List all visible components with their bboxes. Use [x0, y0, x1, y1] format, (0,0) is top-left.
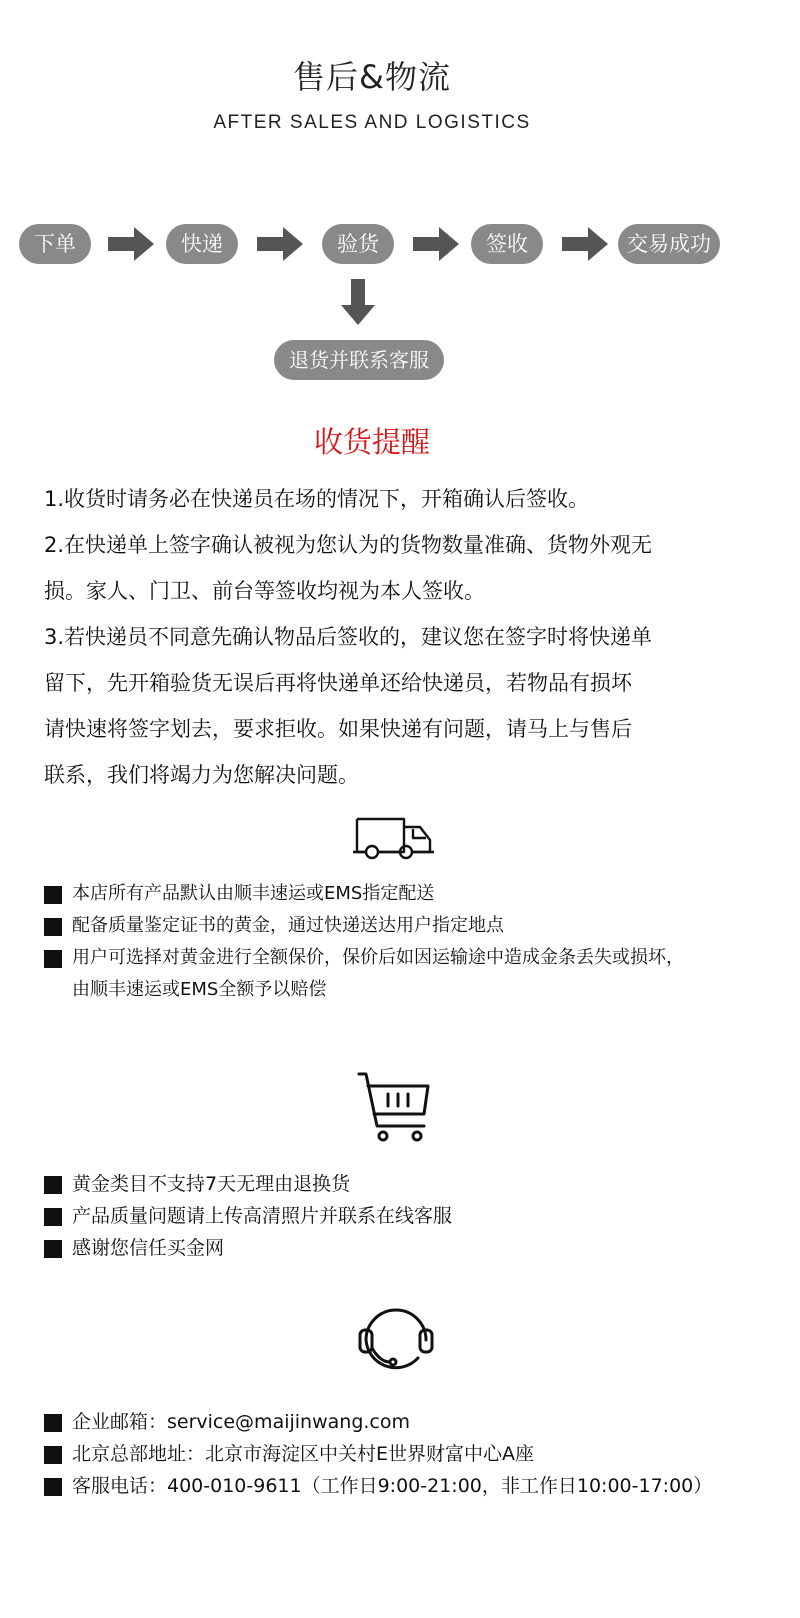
reminder-line: 损。家人、门卫、前台等签收均视为本人签收。 — [44, 579, 485, 603]
returns-list — [44, 1168, 744, 1264]
page-subtitle: AFTER SALES AND LOGISTICS — [213, 112, 531, 133]
bullet-square-icon — [44, 1414, 62, 1432]
bullet-square-icon — [44, 1208, 62, 1226]
reminder-line: 留下，先开箱验货无误后再将快递单还给快递员，若物品有损坏 — [44, 671, 632, 695]
arrow-down-icon — [341, 279, 375, 325]
contact-phone: 客服电话：400-010-9611（工作日9:00-21:00，非工作日10:00-17:00） — [44, 1470, 744, 1502]
flow-step-express: 快递 — [166, 224, 238, 264]
list-item-continuation: 由顺丰速运或EMS全额予以赔偿 — [72, 979, 327, 1000]
page-title: 售后&物流 — [293, 58, 451, 96]
reminder-line: 2.在快递单上签字确认被视为您认为的货物数量准确、货物外观无 — [44, 533, 653, 557]
contact-address: 北京总部地址：北京市海淀区中关村E世界财富中心A座 — [44, 1438, 744, 1470]
headset-icon — [356, 1300, 436, 1376]
reminder-line: 请快速将签字划去，要求拒收。如果快递有问题，请马上与售后 — [44, 717, 632, 741]
bullet-square-icon — [44, 886, 62, 904]
flow-step-inspect: 验货 — [322, 224, 394, 264]
arrow-right-icon — [413, 227, 459, 261]
reminder-line: 3.若快递员不同意先确认物品后签收的，建议您在签字时将快递单 — [44, 625, 653, 649]
reminder-text — [44, 476, 744, 798]
shopping-cart-icon — [356, 1070, 436, 1146]
shipping-list — [44, 878, 744, 1006]
contact-list — [44, 1406, 744, 1502]
flow-step-success: 交易成功 — [618, 224, 720, 264]
arrow-right-icon — [108, 227, 154, 261]
flow-step-order: 下单 — [19, 224, 91, 264]
flow-step-return-contact: 退货并联系客服 — [274, 340, 444, 380]
bullet-square-icon — [44, 950, 62, 968]
arrow-right-icon — [257, 227, 303, 261]
bullet-square-icon — [44, 1240, 62, 1258]
list-item: 本店所有产品默认由顺丰速运或EMS指定配送 — [44, 878, 744, 910]
flow-step-sign: 签收 — [471, 224, 543, 264]
reminder-title: 收货提醒 — [313, 425, 430, 459]
bullet-square-icon — [44, 1446, 62, 1464]
list-item: 配备质量鉴定证书的黄金，通过快递送达用户指定地点 — [44, 910, 744, 942]
bullet-square-icon — [44, 1478, 62, 1496]
list-item: 感谢您信任买金网 — [44, 1232, 744, 1264]
contact-email: 企业邮箱：service@maijinwang.com — [44, 1406, 744, 1438]
list-item: 用户可选择对黄金进行全额保价，保价后如因运输途中造成金条丢失或损坏， — [44, 942, 744, 974]
bullet-square-icon — [44, 1176, 62, 1194]
list-item: 黄金类目不支持7天无理由退换货 — [44, 1168, 744, 1200]
bullet-square-icon — [44, 918, 62, 936]
arrow-right-icon — [562, 227, 608, 261]
truck-icon — [352, 816, 436, 860]
reminder-line: 联系，我们将竭力为您解决问题。 — [44, 763, 359, 787]
list-item: 产品质量问题请上传高清照片并联系在线客服 — [44, 1200, 744, 1232]
reminder-line: 1.收货时请务必在快递员在场的情况下，开箱确认后签收。 — [44, 487, 590, 511]
